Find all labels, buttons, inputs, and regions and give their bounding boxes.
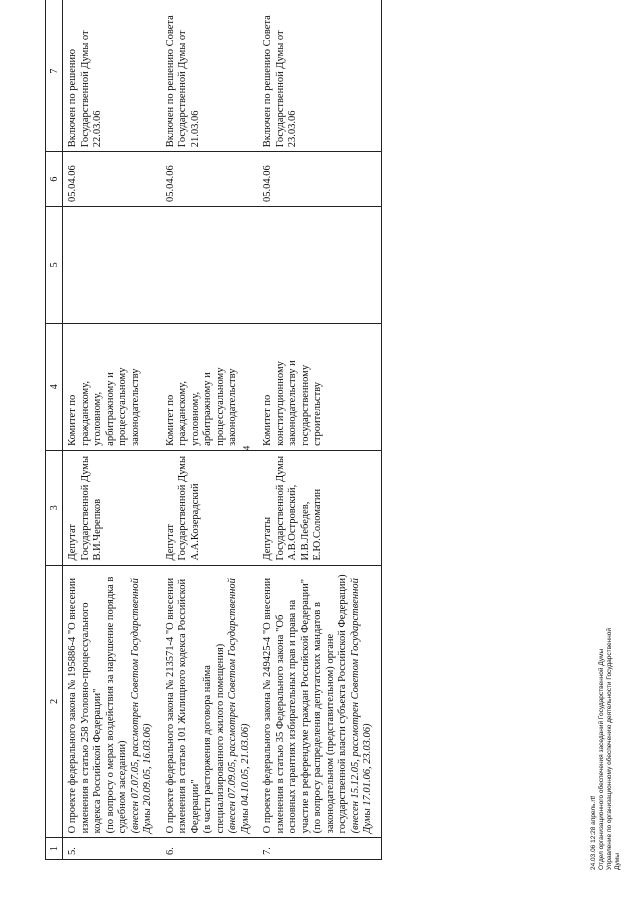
document-footer — [590, 620, 622, 870]
inclusion-status: Включен по решению Совета Государственной Думы от 21.03.06 — [161, 0, 259, 152]
review-date: 05.04.06 — [258, 152, 381, 207]
bill-subject: (по вопросу о мерах воздействия за нарушение порядка в судебном заседании) — [104, 576, 128, 834]
column-header-3: 3 — [46, 450, 63, 565]
table-header-row — [46, 0, 63, 860]
column-5-cell — [161, 207, 259, 324]
column-header-7: 7 — [46, 0, 63, 152]
footer-administration-line: Управление по организационному обеспечению деятельности Государственной Думы — [606, 627, 621, 870]
row-number: 5. — [63, 838, 161, 860]
table-row — [63, 0, 161, 860]
footer-department-line: Отдел организационного обеспечения заседаний Государственной Думы — [598, 648, 605, 870]
row-number: 6. — [161, 838, 259, 860]
bill-note: (внесен 07.07.05, рассмотрен Советом Государственной Думы 20.09.05, 16.03.06) — [129, 578, 153, 834]
bill-title: О проекте федерального закона № 249425-4 "О внесении изменения в статью 35 Федерального закона "Об основных гарантиях избирательных прав и права на участие в референдуме граждан Российской Федерации" — [262, 577, 311, 834]
bill-note: (внесен 07.09.05, рассмотрен Советом Государственной Думы 04.10.05, 21.03.06) — [227, 578, 251, 834]
bill-initiator: Депутат Государственной Думы А.А.Козерадский — [161, 450, 259, 565]
column-5-cell — [258, 207, 381, 324]
column-header-5: 5 — [46, 207, 63, 324]
bill-title: О проекте федерального закона № 195886-4 "О внесении изменения в статью 258 Уголовно-процессуального кодекса Российской Федерации" — [67, 577, 103, 834]
column-header-2: 2 — [46, 565, 63, 838]
column-5-cell — [63, 207, 161, 324]
agenda-table — [45, 0, 382, 860]
row-number: 7. — [258, 838, 381, 860]
bill-description — [161, 565, 259, 838]
column-header-4: 4 — [46, 323, 63, 450]
responsible-committee: Комитет по гражданскому, уголовному, арбитражному и процессуальному законодательству — [63, 323, 161, 450]
responsible-committee: Комитет по гражданскому, уголовному, арбитражному и процессуальному законодательству — [161, 323, 259, 450]
inclusion-status: Включен по решению Совета Государственной Думы от 23.03.06 — [258, 0, 381, 152]
column-header-1: 1 — [46, 838, 63, 860]
review-date: 05.04.06 — [161, 152, 259, 207]
table-row — [258, 0, 381, 860]
bill-initiator: Депутаты Государственной Думы А.В.Островский, И.В.Лебедев, Е.Ю.Соломатин — [258, 450, 381, 565]
bill-description — [258, 565, 381, 838]
responsible-committee: Комитет по конституционному законодательству и государственному строительству — [258, 323, 381, 450]
review-date: 05.04.06 — [63, 152, 161, 207]
bill-description — [63, 565, 161, 838]
column-header-6: 6 — [46, 152, 63, 207]
footer-file-line: 24.03.06 12:28 апрель.rtf — [590, 795, 597, 870]
table-row — [161, 0, 259, 860]
page-number: 4 — [241, 445, 252, 451]
bill-subject: (в части расторжения договора найма специализированного жилого помещения) — [202, 643, 226, 834]
bill-note: (внесен 15.12.05, рассмотрен Советом Государственной Думы 17.01.06, 23.03.06) — [349, 578, 373, 834]
bill-subject: (по вопросу распределения депутатских мандатов в законодательном (представительном) органе государственной власти субъекта Российской Федерации) — [312, 574, 348, 834]
bill-title: О проекте федерального закона № 213571-4 "О внесении изменения в статью 101 Жилищного кодекса Российской Федерации" — [164, 577, 201, 834]
bill-initiator: Депутат Государственной Думы В.И.Черепков — [63, 450, 161, 565]
inclusion-status: Включен по решению Государственной Думы от 22.03.06 — [63, 0, 161, 152]
